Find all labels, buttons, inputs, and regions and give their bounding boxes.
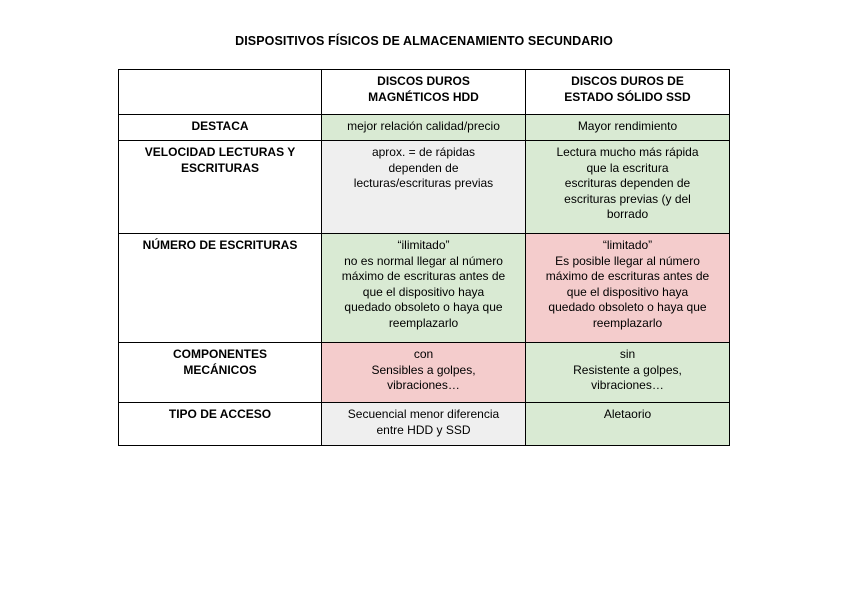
- row-label: NÚMERO DE ESCRITURAS: [119, 234, 322, 343]
- cell-hdd: “ilimitado” no es normal llegar al número máximo de escrituras antes de que el dispositivo haya quedado obsoleto o haya que reemplazarlo: [322, 234, 526, 343]
- cell-ssd: Lectura mucho más rápida que la escritura escrituras dependen de escrituras previas (y del borrado: [526, 141, 730, 234]
- cell-hdd: Secuencial menor diferencia entre HDD y SSD: [322, 403, 526, 446]
- header-ssd-label: DISCOS DUROS DE ESTADO SÓLIDO SSD: [564, 74, 691, 104]
- row-label: [119, 343, 322, 403]
- cell-ssd: Mayor rendimiento: [526, 115, 730, 141]
- row-label-text: VELOCIDAD LECTURAS Y ESCRITURAS: [144, 145, 296, 175]
- row-label: DESTACA: [119, 115, 322, 141]
- header-empty-cell: [119, 70, 322, 115]
- page-title: DISPOSITIVOS FÍSICOS DE ALMACENAMIENTO SECUNDARIO: [235, 34, 613, 48]
- table-row-componentes: [119, 343, 730, 403]
- header-hdd: [322, 70, 526, 115]
- table-row-acceso: [119, 403, 730, 446]
- table-header-row: [119, 70, 730, 115]
- row-label: [119, 141, 322, 234]
- table-row-destaca: [119, 115, 730, 141]
- cell-ssd: Aletaorio: [526, 403, 730, 446]
- table-row-velocidad: [119, 141, 730, 234]
- table-row-escrituras: [119, 234, 730, 343]
- comparison-table: [118, 69, 730, 446]
- row-label-text: COMPONENTES MECÁNICOS: [172, 347, 267, 377]
- cell-ssd: “limitado” Es posible llegar al número máximo de escrituras antes de que el dispositivo haya quedado obsoleto o haya que reemplazarlo: [526, 234, 730, 343]
- cell-hdd: con Sensibles a golpes, vibraciones…: [322, 343, 526, 403]
- cell-hdd: mejor relación calidad/precio: [322, 115, 526, 141]
- cell-ssd: sin Resistente a golpes, vibraciones…: [526, 343, 730, 403]
- header-ssd: [526, 70, 730, 115]
- header-hdd-label: DISCOS DUROS MAGNÉTICOS HDD: [368, 74, 479, 104]
- cell-hdd: aprox. = de rápidas dependen de lecturas/escrituras previas: [322, 141, 526, 234]
- row-label: TIPO DE ACCESO: [119, 403, 322, 446]
